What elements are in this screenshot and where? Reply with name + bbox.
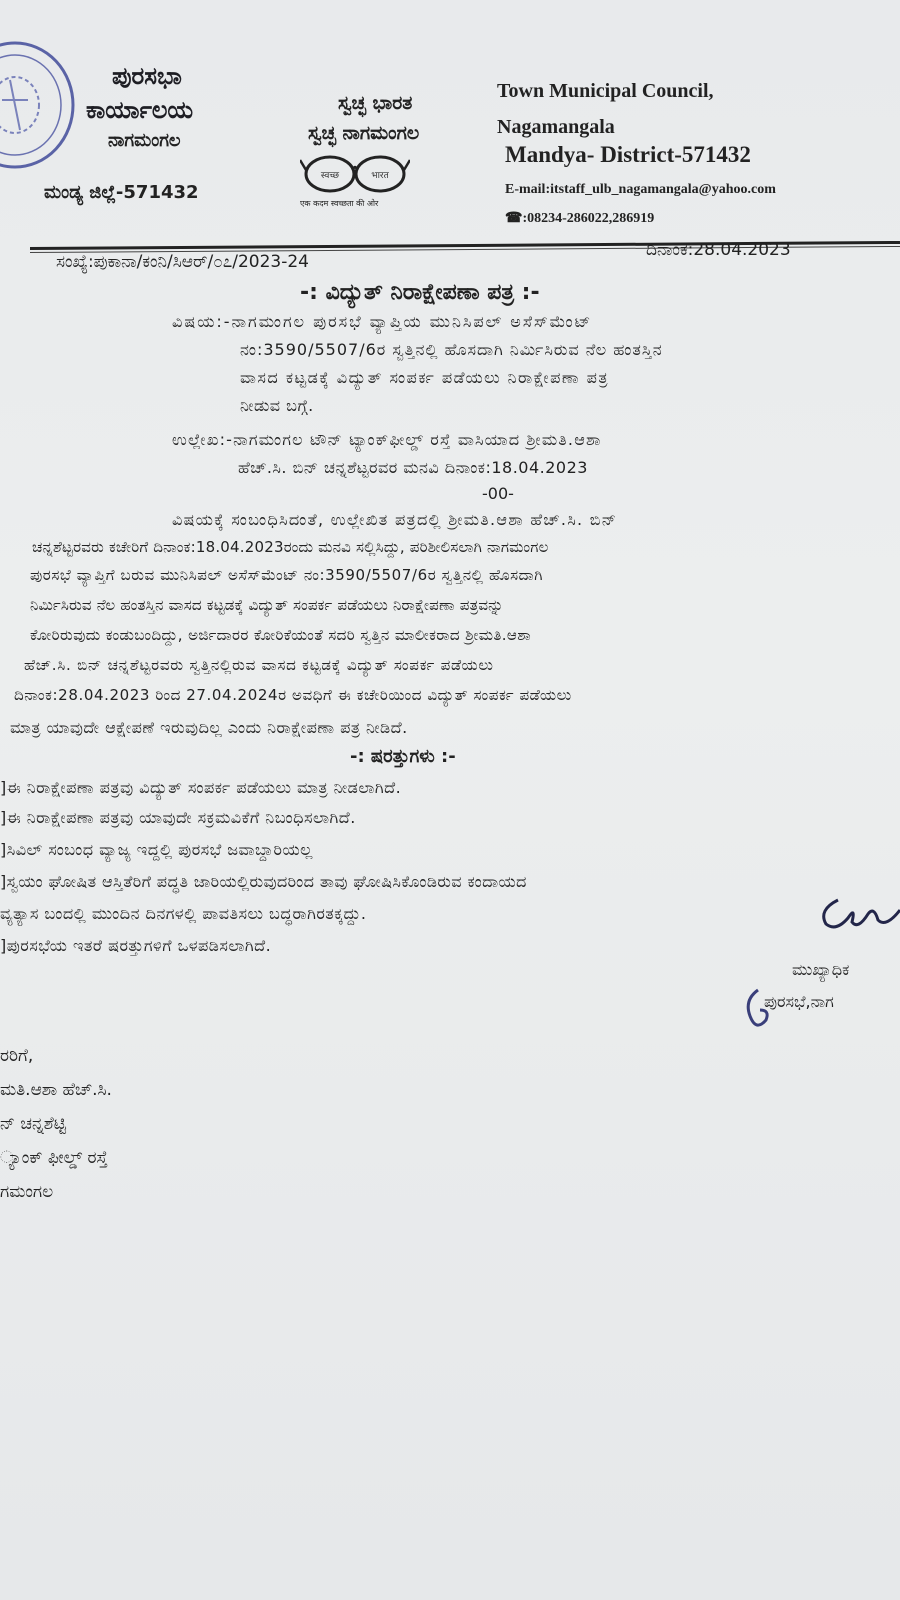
header-right-line-1: Town Municipal Council, — [497, 80, 714, 102]
header-right-line-2: Nagamangala — [497, 116, 615, 138]
header-left-district: ಮಂಡ್ಯ ಜಿಲ್ಲೆ-571432 — [44, 182, 199, 203]
reference-number: ಸಂಖ್ಯೆ:ಪುಕಾನಾ/ಕಂನಿ/ಸಿಆರ್/೦೭/2023-24 — [56, 252, 309, 272]
header-left-line-2: ಕಾರ್ಯಾಲಯ — [86, 96, 194, 124]
body-line-5: ಕೋರಿರುವುದು ಕಂಡುಬಂದಿದ್ದು, ಅರ್ಜಿದಾರರ ಕೋರಿಕೆಯಂತೆ ಸದರಿ ಸ್ವತ್ತಿನ ಮಾಲೀಕರಾದ ಶ್ರೀಮತಿ.ಆಶಾ — [30, 626, 532, 644]
separator: -00- — [482, 484, 514, 503]
condition-5: ]ಪುರಸಭೆಯ ಇತರೆ ಷರತ್ತುಗಳಿಗೆ ಒಳಪಡಿಸಲಾಗಿದೆ. — [0, 936, 272, 955]
subject-line-2: ನಂ:3590/5507/6ರ ಸ್ವತ್ತಿನಲ್ಲಿ ಹೊಸದಾಗಿ ನಿರ್ಮಿಸಿರುವ ನೆಲ ಹಂತಸ್ತಿನ — [240, 340, 663, 359]
recipient-line-4: ್ಯಾಂಕ್ ಫೀಲ್ಡ್ ರಸ್ತೆ — [0, 1148, 108, 1168]
header-right-line-3: Mandya- District-571432 — [505, 142, 751, 167]
body-line-2: ಚನ್ನಶೆಟ್ಟರವರು ಕಚೇರಿಗೆ ದಿನಾಂಕ:18.04.2023ರಂದು ಮನವಿ ಸಲ್ಲಿಸಿದ್ದು, ಪರಿಶೀಲಿಸಲಾಗಿ ನಾಗಮಂಗಲ — [32, 538, 549, 556]
body-line-3: ಪುರಸಭೆ ವ್ಯಾಪ್ತಿಗೆ ಬರುವ ಮುನಿಸಿಪಲ್ ಅಸೆಸ್‌ಮೆಂಟ್ ನಂ:3590/5507/6ರ ಸ್ವತ್ತಿನಲ್ಲಿ ಹೊಸದಾಗಿ — [30, 566, 544, 584]
header-email: E-mail:itstaff_ulb_nagamangala@yahoo.com — [505, 182, 776, 197]
header-left-line-1: ಪುರಸಭಾ — [112, 62, 182, 90]
condition-4: ]ಸ್ವಯಂ ಘೋಷಿತ ಆಸ್ತಿತೆರಿಗೆ ಪದ್ಧತಿ ಜಾರಿಯಲ್ಲಿರುವುದರಿಂದ ತಾವು ಘೋಷಿಸಿಕೊಂಡಿರುವ ಕಂದಾಯದ — [0, 872, 527, 891]
condition-4-cont: ವ್ಯತ್ಯಾಸ ಬಂದಲ್ಲಿ ಮುಂದಿನ ದಿನಗಳಲ್ಲಿ ಪಾವತಿಸಲು ಬದ್ಧರಾಗಿರತಕ್ಕದ್ದು. — [0, 904, 367, 923]
subject-line-1: ವಿಷಯ:-ನಾಗಮಂಗಲ ಪುರಸಭೆ ವ್ಯಾಪ್ತಿಯ ಮುನಿಸಿಪಲ್ ಅಸೆಸ್‌ಮೆಂಟ್ — [172, 312, 593, 331]
recipient-line-3: ನ್ ಚನ್ನಶೆಟ್ಟಿ — [0, 1114, 67, 1134]
reference-line-1: ಉಲ್ಲೇಖ:-ನಾಗಮಂಗಲ ಟೌನ್ ಟ್ಯಾಂಕ್‌ಫೀಲ್ಡ್ ರಸ್ತೆ ವಾಸಿಯಾದ ಶ್ರೀಮತಿ.ಆಶಾ — [172, 430, 602, 449]
signature-mark — [808, 880, 900, 940]
body-line-4: ನಿರ್ಮಿಸಿರುವ ನೆಲ ಹಂತಸ್ತಿನ ವಾಸದ ಕಟ್ಟಡಕ್ಕೆ ವಿದ್ಯುತ್ ಸಂಪರ್ಕ ಪಡೆಯಲು ನಿರಾಕ್ಷೇಪಣಾ ಪತ್ರವನ್ನು — [30, 596, 504, 614]
subject-line-4: ನೀಡುವ ಬಗ್ಗೆ. — [240, 396, 314, 415]
header-left-line-3: ನಾಗಮಂಗಲ — [108, 130, 181, 151]
seal-stamp-icon — [0, 40, 90, 170]
recipient-line-5: ಗಮಂಗಲ — [0, 1182, 54, 1202]
condition-1: ]ಈ ನಿರಾಕ್ಷೇಪಣಾ ಪತ್ರವು ವಿದ್ಯುತ್ ಸಂಪರ್ಕ ಪಡೆಯಲು ಮಾತ್ರ ನೀಡಲಾಗಿದೆ. — [0, 778, 402, 797]
condition-2: ]ಈ ನಿರಾಕ್ಷೇಪಣಾ ಪತ್ರವು ಯಾವುದೇ ಸಕ್ರಮವಿಕೆಗೆ ನಿಬಂಧಿಸಲಾಗಿದೆ. — [0, 808, 356, 827]
recipient-line-1: ರರಿಗೆ, — [0, 1046, 34, 1066]
body-line-6: ಹೆಚ್.ಸಿ. ಬಿನ್ ಚನ್ನಶೆಟ್ಟರವರು ಸ್ವತ್ತಿನಲ್ಲಿರುವ ವಾಸದ ಕಟ್ಟಡಕ್ಕೆ ವಿದ್ಯುತ್ ಸಂಪರ್ಕ ಪಡೆಯಲು — [24, 656, 494, 674]
reference-line-2: ಹೆಚ್.ಸಿ. ಬಿನ್ ಚನ್ನಶೆಟ್ಟರವರ ಮನವಿ ದಿನಾಂಕ:18.04.2023 — [238, 458, 588, 477]
header-center-line-1: ಸ್ವಚ್ಛ ಭಾರತ — [338, 92, 413, 114]
logo-left-text: स्वच्छ — [320, 171, 340, 181]
signatory-office: ಪುರಸಭೆ,ನಾಗ — [764, 992, 834, 1011]
subject-line-3: ವಾಸದ ಕಟ್ಟಡಕ್ಕೆ ವಿದ್ಯುತ್ ಸಂಪರ್ಕ ಪಡೆಯಲು ನಿರಾಕ್ಷೇಪಣಾ ಪತ್ರ — [240, 368, 609, 387]
logo-caption: एक कदम स्वच्छता की ओर — [300, 199, 379, 208]
phone-icon: ☎ — [505, 211, 523, 226]
conditions-title: -: ಷರತ್ತುಗಳು :- — [350, 746, 456, 767]
logo-right-text: भारत — [371, 171, 389, 181]
spectacles-logo-icon — [300, 150, 410, 200]
header-phone: ☎:08234-286022,286919 — [505, 211, 655, 226]
signatory-title: ಮುಖ್ಯಾಧಿಕ — [792, 960, 850, 979]
body-line-7: ದಿನಾಂಕ:28.04.2023 ರಿಂದ 27.04.2024ರ ಅವಧಿಗೆ ಈ ಕಚೇರಿಯಿಂದ ವಿದ್ಯುತ್ ಸಂಪರ್ಕ ಪಡೆಯಲು — [14, 686, 572, 704]
condition-3: ]ಸಿವಿಲ್ ಸಂಬಂಧ ವ್ಯಾಜ್ಯ ಇದ್ದಲ್ಲಿ ಪುರಸಭೆ ಜವಾಬ್ದಾರಿಯಲ್ಲ — [0, 840, 313, 859]
body-line-1: ವಿಷಯಕ್ಕೆ ಸಂಬಂಧಿಸಿದಂತೆ, ಉಲ್ಲೇಖಿತ ಪತ್ರದಲ್ಲಿ ಶ್ರೀಮತಿ.ಆಶಾ ಹೆಚ್.ಸಿ. ಬಿನ್ — [172, 510, 618, 529]
letter-title: -: ವಿದ್ಯುತ್ ನಿರಾಕ್ಷೇಪಣಾ ಪತ್ರ :- — [300, 280, 540, 305]
recipient-line-2: ಮತಿ.ಆಶಾ ಹೆಚ್.ಸಿ. — [0, 1080, 112, 1100]
header-center-line-2: ಸ್ವಚ್ಛ ನಾಗಮಂಗಲ — [308, 122, 420, 144]
body-line-8: ಮಾತ್ರ ಯಾವುದೇ ಆಕ್ಷೇಪಣೆ ಇರುವುದಿಲ್ಲ ಎಂದು ನಿರಾಕ್ಷೇಪಣಾ ಪತ್ರ ನೀಡಿದೆ. — [10, 718, 408, 737]
letter-date: ದಿನಾಂಕ:28.04.2023 — [646, 240, 791, 260]
initial-mark — [738, 980, 778, 1040]
